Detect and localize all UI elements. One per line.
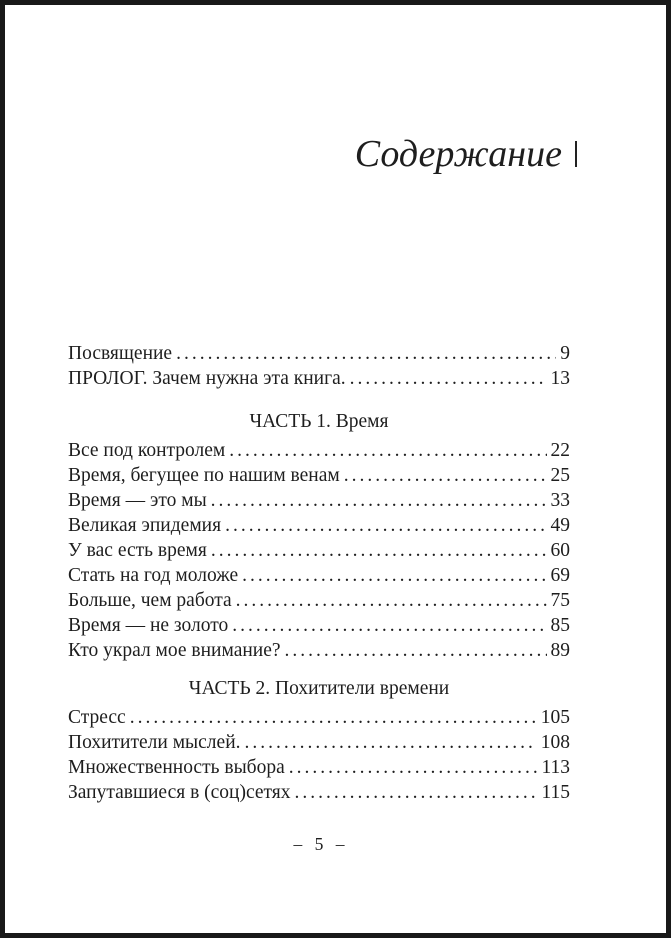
toc-entry — [68, 563, 570, 588]
dot-leader — [242, 563, 546, 588]
page-number: – 5 – — [293, 834, 345, 854]
dot-leader — [344, 463, 547, 488]
toc-entry-title: Похитители мыслей. — [68, 732, 241, 753]
toc-entry-page: 108 — [540, 732, 570, 753]
toc-entry-title: Время — не золото — [68, 615, 229, 636]
toc-entry-page: 85 — [550, 615, 570, 636]
toc-entry-page: 9 — [560, 343, 570, 364]
toc-entry — [68, 463, 570, 488]
toc-section-part-2 — [68, 676, 570, 805]
page-title: Содержание — [354, 133, 562, 175]
toc-entry-page: 89 — [550, 640, 570, 661]
table-of-contents — [68, 341, 570, 805]
toc-entry-title: Стать на год моложе — [68, 565, 239, 586]
toc-entry — [68, 513, 570, 538]
toc-entry-title: Больше, чем работа — [68, 590, 232, 611]
dot-leader — [295, 780, 538, 805]
section-heading: ЧАСТЬ 2. Похитители времени — [188, 678, 450, 699]
toc-entry — [68, 613, 570, 638]
toc-section-part-1 — [68, 409, 570, 663]
toc-entry-title: Посвящение — [68, 343, 173, 364]
toc-entry-page: 69 — [550, 565, 570, 586]
toc-entry-title: ПРОЛОГ. Зачем нужна эта книга. — [68, 368, 346, 389]
toc-entry — [68, 705, 570, 730]
toc-entry-title: Множественность выбора — [68, 757, 285, 778]
toc-entry-title: Все под контролем — [68, 440, 226, 461]
toc-entry-title: Стресс — [68, 707, 126, 728]
toc-entry-page: 60 — [550, 540, 570, 561]
dot-leader — [289, 755, 538, 780]
toc-entry-page: 113 — [541, 757, 570, 778]
toc-entry — [68, 638, 570, 663]
toc-entry — [68, 730, 570, 755]
dot-leader — [245, 730, 537, 755]
toc-entry-title: Время — это мы — [68, 490, 207, 511]
toc-entry-page: 115 — [541, 782, 570, 803]
dot-leader — [229, 438, 546, 463]
contents-title-row — [5, 131, 577, 177]
toc-entry — [68, 780, 570, 805]
toc-entry — [68, 438, 570, 463]
toc-entry — [68, 341, 570, 366]
dot-leader — [225, 513, 546, 538]
toc-entry-title: Кто украл мое внимание? — [68, 640, 281, 661]
toc-entry — [68, 538, 570, 563]
dot-leader — [211, 538, 547, 563]
dot-leader — [285, 638, 547, 663]
toc-entry — [68, 755, 570, 780]
toc-entry-page: 105 — [540, 707, 570, 728]
text-cursor-bar — [575, 141, 577, 167]
toc-entry-page: 25 — [550, 465, 570, 486]
toc-entry-page: 75 — [550, 590, 570, 611]
toc-entry-page: 22 — [550, 440, 570, 461]
dot-leader — [130, 705, 537, 730]
toc-entry — [68, 366, 570, 391]
toc-entry-title: У вас есть время — [68, 540, 207, 561]
toc-entry — [68, 488, 570, 513]
dot-leader — [236, 588, 547, 613]
toc-entry-title: Великая эпидемия — [68, 515, 222, 536]
dot-leader — [350, 366, 547, 391]
toc-entry-page: 13 — [550, 368, 570, 389]
toc-entry-title: Время, бегущее по нашим венам — [68, 465, 340, 486]
section-heading: ЧАСТЬ 1. Время — [249, 411, 389, 432]
toc-entry-title: Запутавшиеся в (соц)сетях — [68, 782, 291, 803]
dot-leader — [211, 488, 547, 513]
toc-entry — [68, 588, 570, 613]
toc-entry-page: 49 — [550, 515, 570, 536]
dot-leader — [232, 613, 546, 638]
toc-entry-page: 33 — [550, 490, 570, 511]
dot-leader — [176, 341, 556, 366]
